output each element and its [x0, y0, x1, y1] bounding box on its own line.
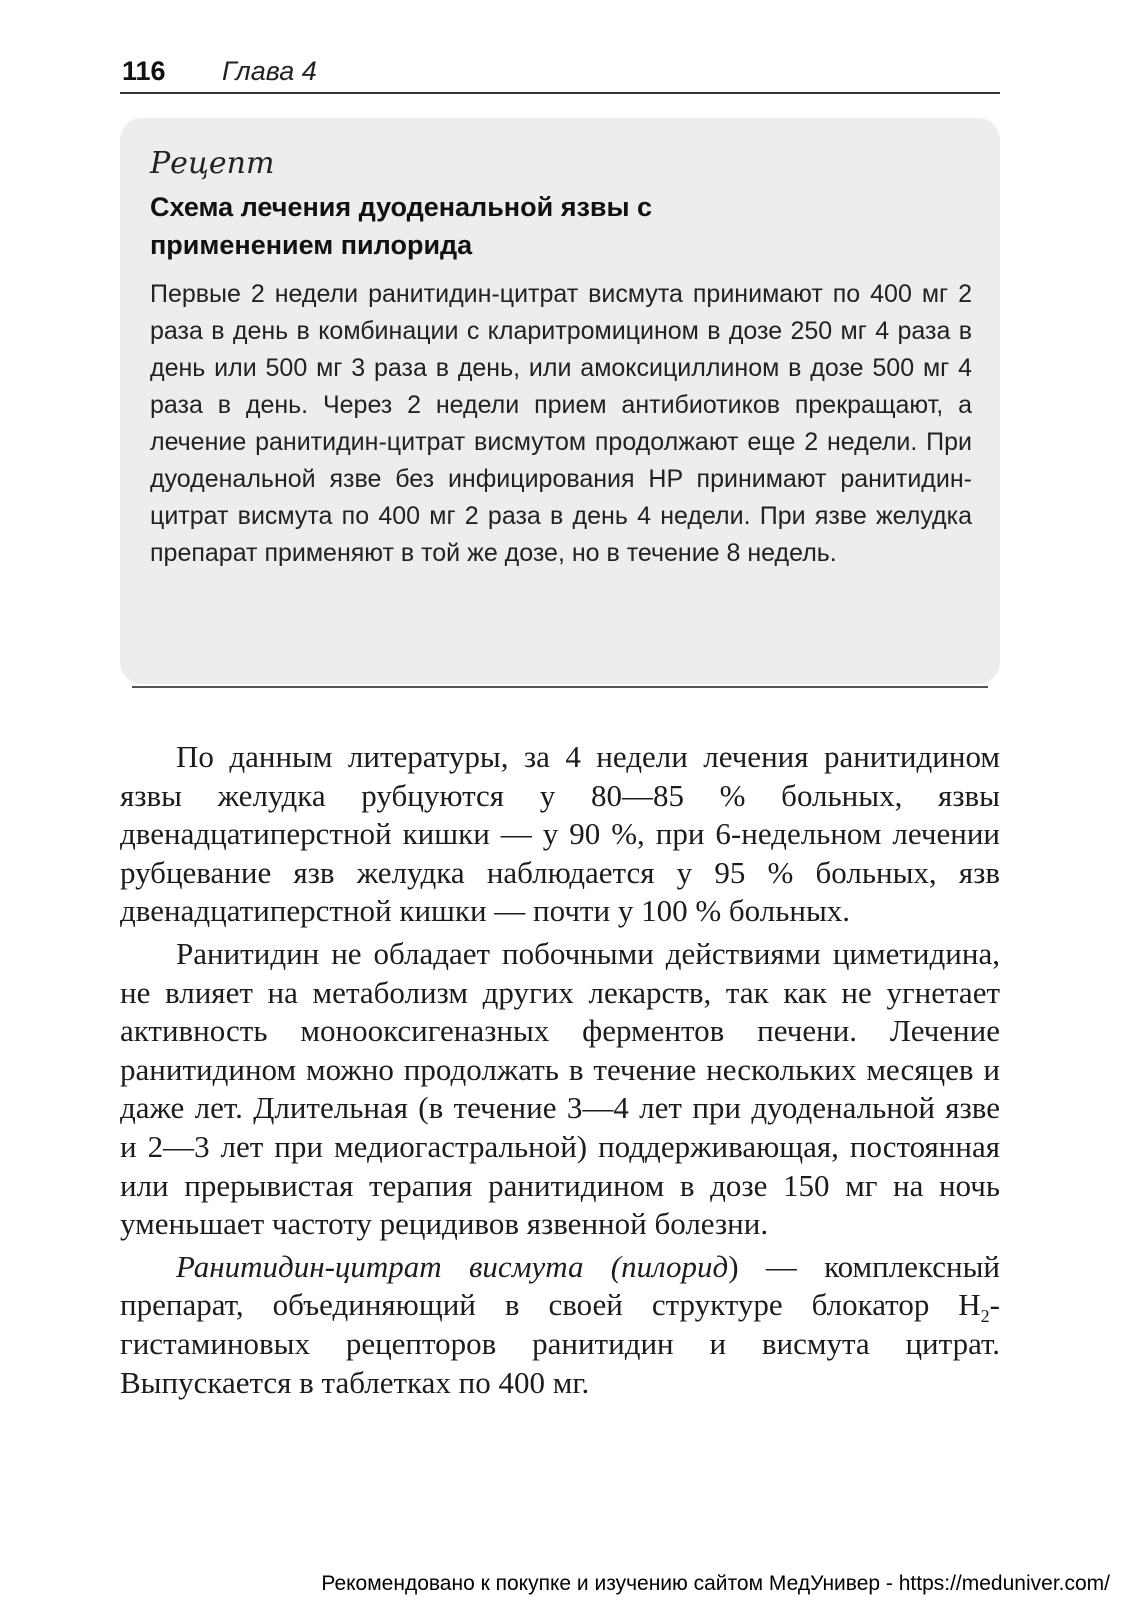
running-head	[120, 52, 1000, 94]
recipe-title	[150, 188, 972, 264]
recipe-bottom-rule	[132, 686, 988, 688]
main-text	[120, 738, 1000, 1406]
recipe-text: Первые 2 недели ранитидин-цитрат висмута принимают по 400 мг 2 раза в день в комбинации с кларитромицином в дозе 250 мг 4 раза в день или 500 мг 3 раза в день, или амоксициллином в дозе 500 мг 4 раза в день. Через 2 недели прием антибиотиков прекращают, а лечение ранитидин-цитрат висмутом продолжают еще 2 недели. При дуоденальной язве без инфицирования HP принимают ранитидин-цитрат висмута по 400 мг 2 раза в день 4 недели. При язве желудка препарат применяют в той же дозе, но в течение 8 недель.	[150, 280, 972, 567]
page-number: 116	[122, 56, 166, 86]
body-paragraph-3-part-a: ) — комплексный препарат, объединяющий в своей структуре блокатор H	[120, 1248, 1001, 1323]
chapter-title: Глава 4	[222, 56, 317, 86]
recipe-box	[120, 118, 1000, 684]
drug-name: Ранитидин-цитрат висмута (пилорид	[176, 1248, 729, 1284]
subscript-2: 2	[980, 1306, 990, 1327]
recipe-title-line1: Схема лечения дуоденальной язвы с	[150, 192, 653, 222]
recipe-label: Рецепт	[150, 146, 275, 181]
body-paragraph-2: Ранитидин не обладает побочными действиями циметидина, не влияет на метаболизм других лекарств, так как не угнетает активность монооксигеназных ферментов печени. Лечение ранитидином можно продолжать в течение нескольких месяцев и даже лет. Длительная (в течение 3—4 лет при дуоденальной язве и 2—3 лет при медиогастральной) поддерживающая, постоянная или прерывистая терапия ранитидином в дозе 150 мг на ночь уменьшает частоту рецидивов язвенной болезни.	[120, 935, 1000, 1242]
footer-note: Рекомендовано к покупке и изучению сайтом МедУнивер - https://meduniver.com/	[321, 1572, 1110, 1595]
recipe-title-line2: применением пилорида	[150, 230, 473, 260]
body-paragraph-3-part-b: -гистаминовых рецепторов ранитидин и висмута цитрат. Выпускается в таблетках по 400 мг.	[120, 1287, 1000, 1400]
body-paragraph-3	[120, 1248, 1000, 1402]
body-paragraph-1: По данным литературы, за 4 недели лечения ранитидином язвы желудка рубцуются у 80—85 % больных, язвы двенадцатиперстной кишки — у 90 %, при 6-недельном лечении рубцевание язв желудка наблюдается у 95 % больных, язв двенадцатиперстной кишки — почти у 100 % больных.	[120, 739, 1000, 929]
